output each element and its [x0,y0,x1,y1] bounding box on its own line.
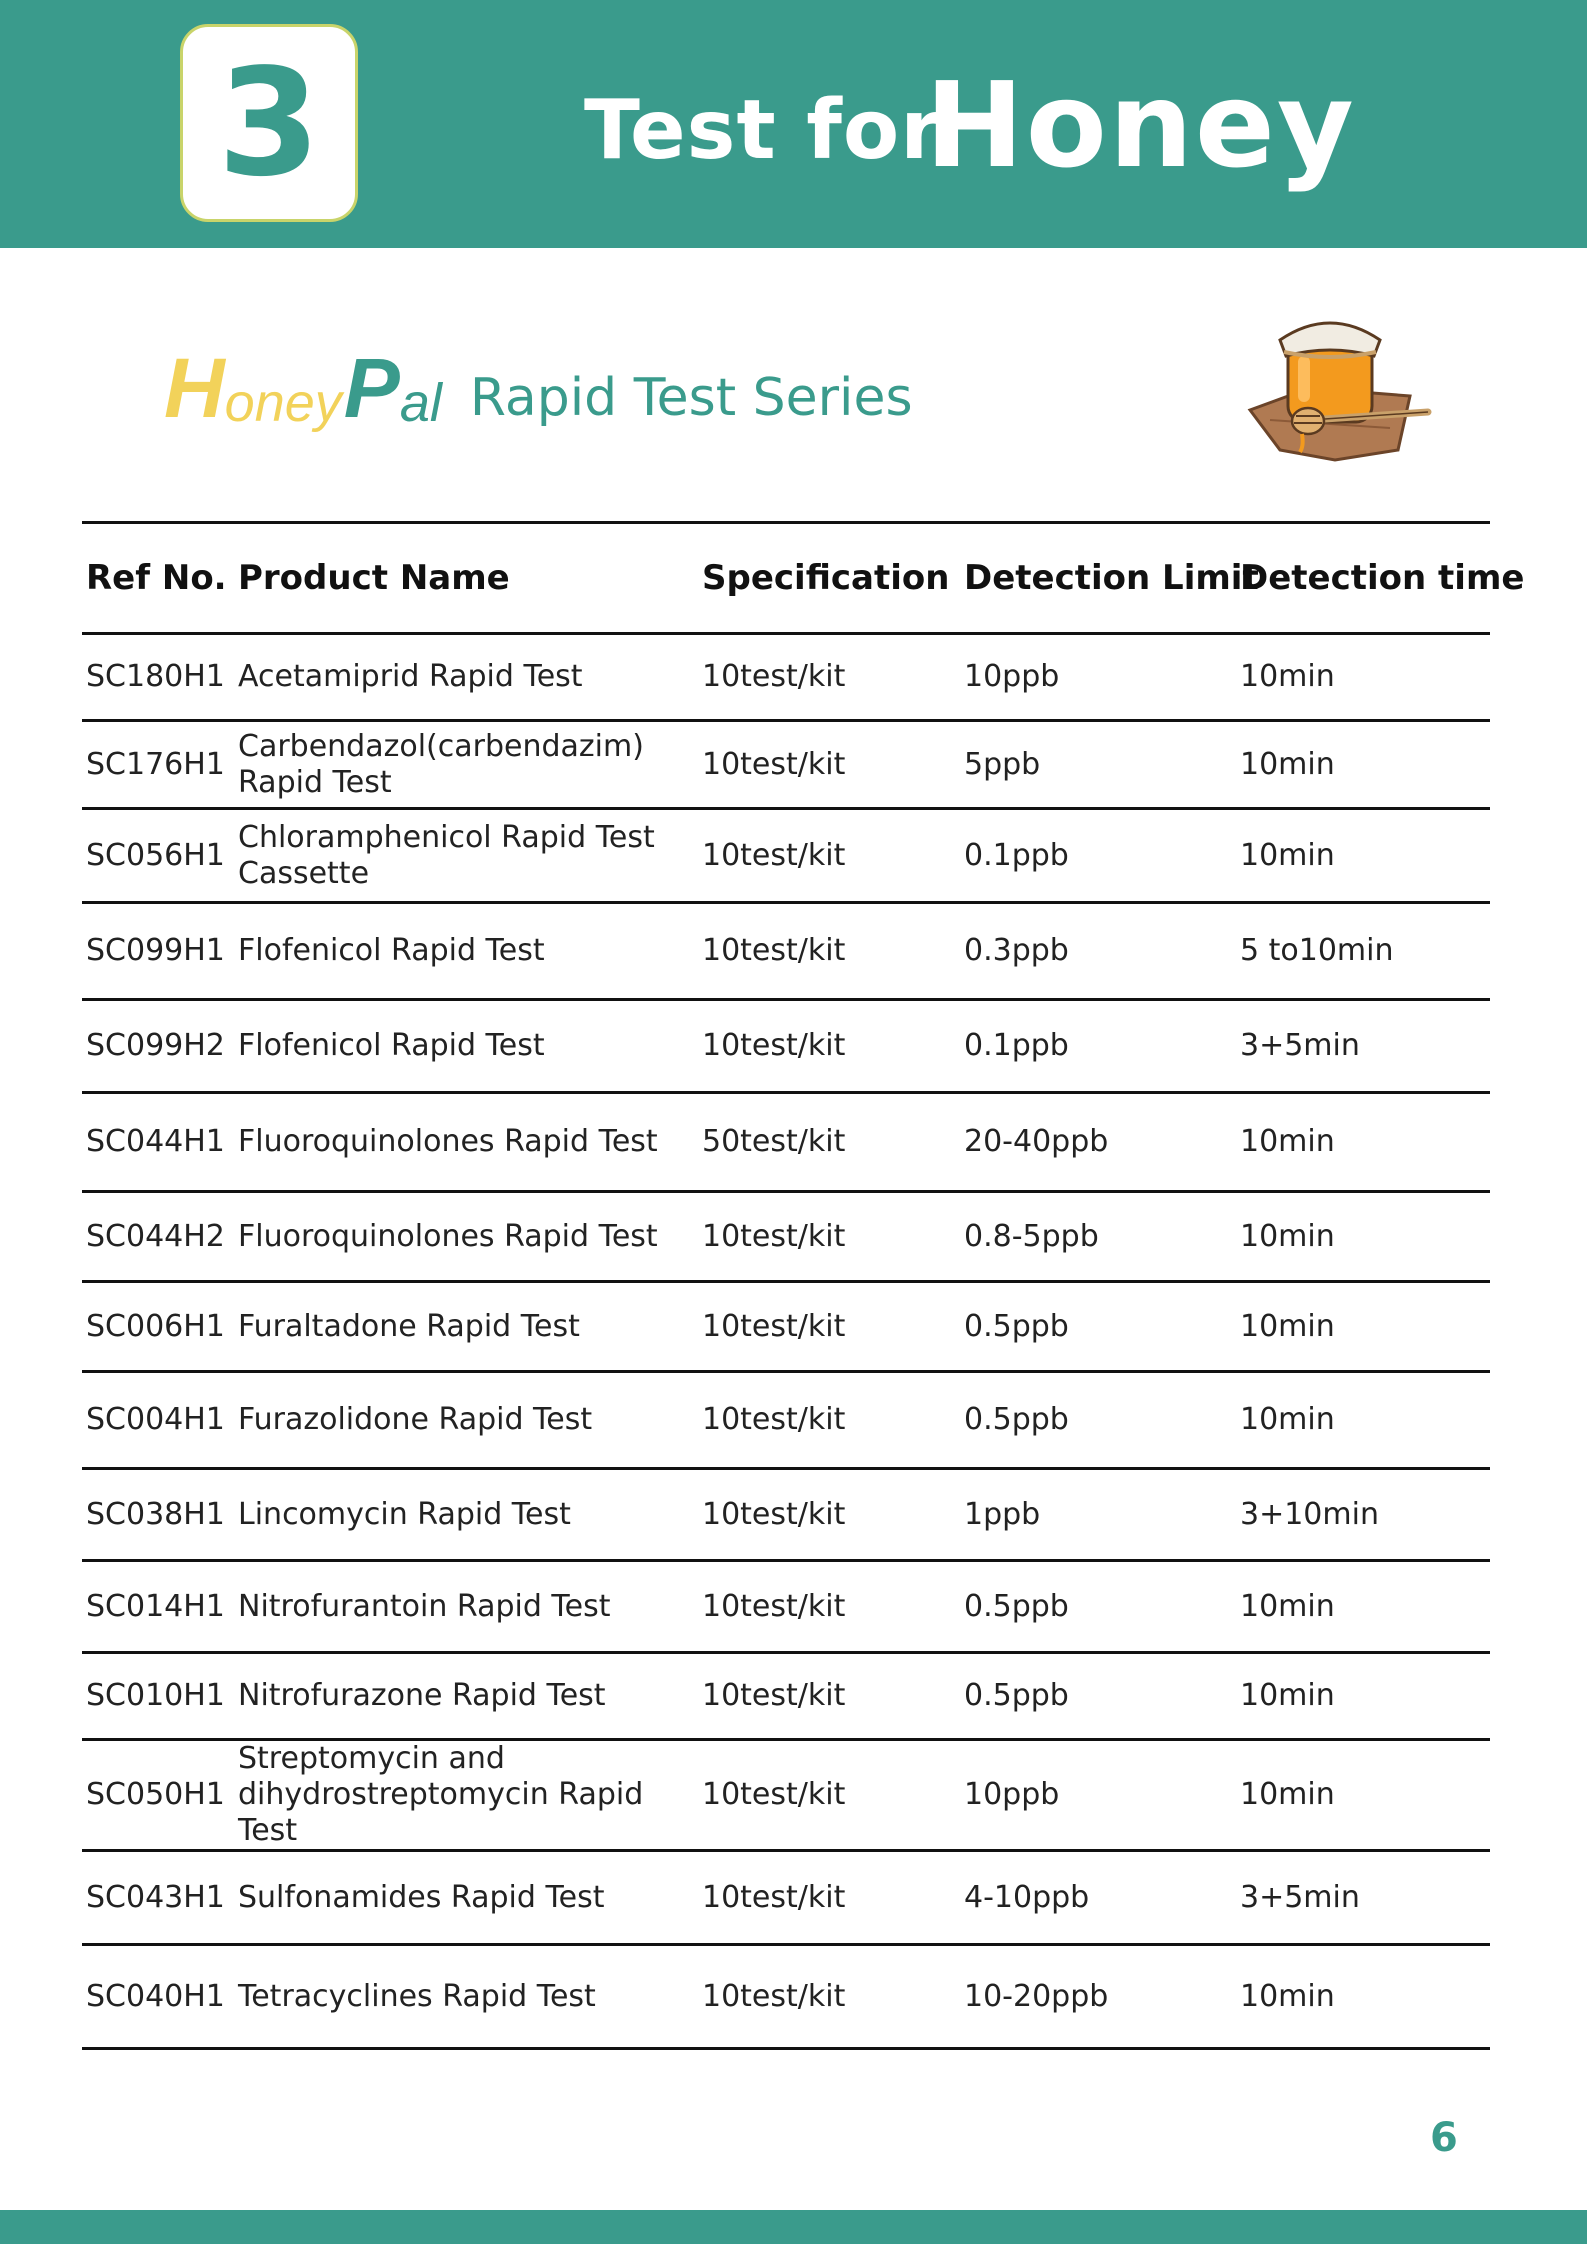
cell-specification: 10test/kit [702,1678,846,1713]
table-row [82,1469,1490,1561]
cell-product-name: Tetracyclines Rapid Test [238,1978,596,2014]
cell-detection-limit: 0.1ppb [964,1028,1069,1063]
table-row [82,1653,1490,1740]
cell-product-name: Flofenicol Rapid Test [238,933,545,968]
cell-specification: 10test/kit [702,746,846,782]
table-row [82,809,1490,903]
cell-detection-time: 10min [1240,1124,1335,1159]
cell-product-name: Nitrofurantoin Rapid Test [238,1588,611,1624]
cell-detection-time: 3+5min [1240,1879,1360,1915]
table-row [82,1000,1490,1093]
cell-detection-limit: 0.8-5ppb [964,1218,1099,1254]
cell-detection-time: 5 to10min [1240,933,1394,968]
cell-specification: 10test/kit [702,1588,846,1624]
cell-detection-time: 3+10min [1240,1496,1379,1532]
cell-specification: 10test/kit [702,1978,846,2014]
cell-product-name: Fluoroquinolones Rapid Test [238,1218,658,1254]
cell-specification: 10test/kit [702,1496,846,1532]
cell-ref-no: SC176H1 [86,746,225,782]
table-row [82,1561,1490,1653]
table-header-row [82,523,1490,634]
cell-ref-no: SC004H1 [86,1402,225,1437]
product-table [82,521,1525,2050]
cell-product-name: Flofenicol Rapid Test [238,1028,545,1063]
cell-detection-time: 10min [1240,1218,1335,1254]
cell-detection-limit: 0.3ppb [964,933,1069,968]
cell-detection-limit: 4-10ppb [964,1879,1090,1915]
cell-product-name: Streptomycin and dihydrostreptomycin Rapid Test [238,1741,644,1848]
table-row [82,1372,1490,1469]
cell-detection-time: 3+5min [1240,1028,1360,1063]
cell-product-name: Lincomycin Rapid Test [238,1496,571,1532]
cell-ref-no: SC014H1 [86,1588,225,1624]
cell-detection-time: 10min [1240,1777,1335,1812]
cell-detection-limit: 10ppb [964,659,1060,694]
cell-ref-no: SC040H1 [86,1978,225,2014]
brand-letter-h: H [164,341,225,435]
cell-detection-limit: 10-20ppb [964,1978,1109,2014]
cell-detection-time: 10min [1240,746,1335,782]
chapter-number: 3 [217,37,321,209]
cell-specification: 10test/kit [702,1028,846,1063]
cell-ref-no: SC043H1 [86,1879,225,1915]
cell-specification: 10test/kit [702,1879,846,1915]
cell-specification: 10test/kit [702,1402,846,1437]
table-row [82,903,1490,1000]
cell-detection-time: 10min [1240,1402,1335,1437]
cell-product-name: Acetamiprid Rapid Test [238,659,583,694]
cell-ref-no: SC010H1 [86,1678,225,1713]
cell-ref-no: SC050H1 [86,1777,225,1812]
header-detection-time: Detection time [1240,558,1525,598]
title-prefix: Test for [584,83,942,178]
table-row [82,1945,1490,2049]
cell-specification: 10test/kit [702,1308,846,1344]
cell-product-name: Chloramphenicol Rapid Test Cassette [238,819,655,891]
table-row [82,1192,1490,1282]
cell-product-name: Sulfonamides Rapid Test [238,1879,605,1915]
cell-ref-no: SC038H1 [86,1496,225,1532]
cell-detection-limit: 20-40ppb [964,1124,1109,1159]
product-table-container [82,521,1525,2050]
cell-detection-limit: 0.5ppb [964,1402,1069,1437]
brand-series-label: Rapid Test Series [469,368,913,428]
cell-ref-no: SC099H2 [86,1028,225,1063]
cell-detection-time: 10min [1240,1308,1335,1344]
cell-specification: 10test/kit [702,1777,846,1812]
page-number: 6 [1430,2115,1458,2161]
cell-detection-limit: 0.5ppb [964,1308,1069,1344]
brand-logo [164,340,913,435]
cell-detection-limit: 10ppb [964,1777,1060,1812]
cell-ref-no: SC056H1 [86,837,225,873]
cell-ref-no: SC044H1 [86,1124,225,1159]
cell-product-name: Carbendazol(carbendazim) Rapid Test [238,728,644,800]
cell-ref-no: SC180H1 [86,659,225,694]
cell-ref-no: SC099H1 [86,933,225,968]
footer-band [0,2210,1587,2244]
cell-detection-time: 10min [1240,1588,1335,1624]
table-body [82,634,1490,2049]
header-product-name: Product Name [238,558,510,598]
cell-detection-limit: 5ppb [964,746,1041,782]
table-row [82,1740,1490,1851]
cell-detection-time: 10min [1240,837,1335,873]
cell-specification: 10test/kit [702,1218,846,1254]
table-row [82,634,1490,721]
table-row [82,1282,1490,1372]
header-ref-no: Ref No. [86,558,227,598]
header-detection-limit: Detection Limit [964,558,1259,598]
title-main: Honey [925,56,1356,194]
cell-detection-limit: 0.5ppb [964,1588,1069,1624]
cell-detection-time: 10min [1240,659,1335,694]
cell-product-name: Furaltadone Rapid Test [238,1308,580,1344]
cell-ref-no: SC044H2 [86,1218,225,1254]
cell-specification: 10test/kit [702,659,846,694]
cell-product-name: Nitrofurazone Rapid Test [238,1678,606,1713]
header-band [0,0,1587,248]
cell-product-name: Fluoroquinolones Rapid Test [238,1124,658,1159]
brand-text-al: al [399,373,442,433]
header-specification: Specification [702,558,950,598]
chapter-badge [180,24,358,222]
honey-jar-icon [1240,300,1440,470]
table-row [82,1851,1490,1945]
cell-detection-limit: 0.5ppb [964,1678,1069,1713]
cell-detection-time: 10min [1240,1678,1335,1713]
brand-text-oney: oney [224,373,342,433]
cell-ref-no: SC006H1 [86,1308,225,1344]
cell-product-name: Furazolidone Rapid Test [238,1402,593,1437]
cell-detection-limit: 0.1ppb [964,837,1069,873]
cell-specification: 50test/kit [702,1124,846,1159]
cell-detection-limit: 1ppb [964,1496,1041,1532]
brand-letter-p: P [343,341,400,435]
cell-specification: 10test/kit [702,933,846,968]
table-row [82,1093,1490,1192]
table-row [82,721,1490,809]
cell-specification: 10test/kit [702,837,846,873]
cell-detection-time: 10min [1240,1978,1335,2014]
